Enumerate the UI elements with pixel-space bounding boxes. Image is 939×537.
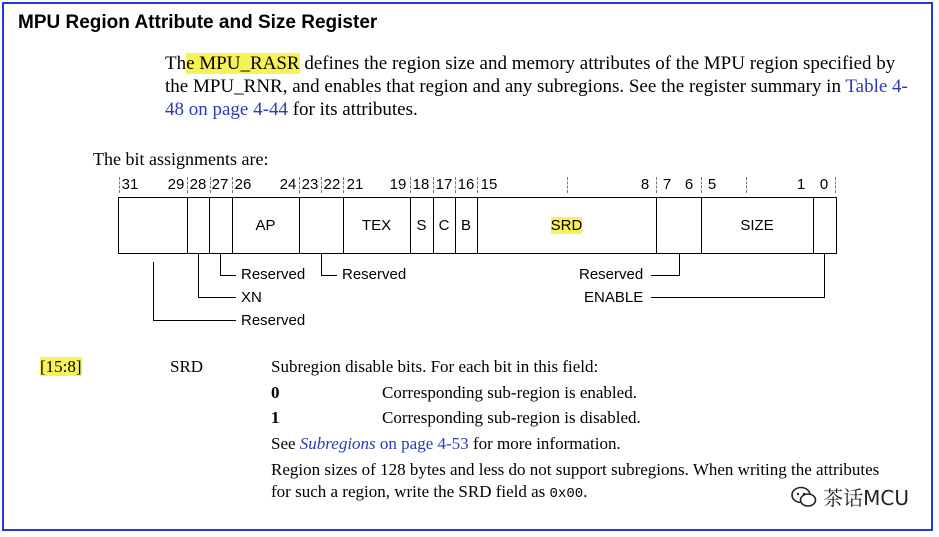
bit-label: 31 xyxy=(121,176,139,193)
callout-line xyxy=(153,262,154,321)
note-text-end: . xyxy=(583,482,588,501)
bit-tick xyxy=(343,177,344,193)
register-summary-link[interactable]: Table 4-48 on page 4-44 xyxy=(165,76,908,120)
desc-value-1-text: Corresponding sub-region is disabled. xyxy=(382,408,641,427)
bit-label: 24 xyxy=(279,176,297,193)
bit-tick xyxy=(321,177,322,193)
desc-value-1: 1 xyxy=(271,408,280,427)
bit-label: 5 xyxy=(707,176,717,193)
desc-bits xyxy=(40,357,82,377)
callout-reserved-22: Reserved xyxy=(342,266,407,283)
callout-line xyxy=(321,254,322,276)
desc-value-0: 0 xyxy=(271,383,280,402)
field-tex: TEX xyxy=(361,217,392,234)
bit-label: 18 xyxy=(412,176,430,193)
callout-line xyxy=(824,254,825,298)
callout-line xyxy=(679,254,680,276)
desc-line1: Subregion disable bits. For each bit in this field: xyxy=(271,357,599,376)
section-title: MPU Region Attribute and Size Register xyxy=(18,12,378,33)
field-s: S xyxy=(416,217,427,234)
bit-label: 27 xyxy=(211,176,229,193)
callout-reserved-31: Reserved xyxy=(241,312,306,329)
callout-line xyxy=(153,320,236,321)
see-text-start: See xyxy=(271,434,300,453)
bit-label: 1 xyxy=(796,176,806,193)
bit-label: 6 xyxy=(684,176,694,193)
subregions-link-italic: Subregions xyxy=(299,434,376,453)
bit-label: 0 xyxy=(819,176,829,193)
field-divider xyxy=(187,198,188,253)
desc-note-line1: Region sizes of 128 bytes and less do not support subregions. When writing the attributes xyxy=(271,460,880,479)
bit-label: 16 xyxy=(457,176,475,193)
bit-label: 19 xyxy=(389,176,407,193)
desc-bits-text: [15:8] xyxy=(40,357,82,376)
field-srd-cell xyxy=(477,198,656,253)
bit-label: 7 xyxy=(662,176,672,193)
field-divider xyxy=(656,198,657,253)
bit-tick xyxy=(299,177,300,193)
callout-line xyxy=(198,297,236,298)
callout-line xyxy=(220,254,221,276)
intro-highlight: e MPU_RASR xyxy=(186,53,300,74)
field-divider xyxy=(813,198,814,253)
desc-field-name: SRD xyxy=(170,357,204,376)
bit-tick xyxy=(232,177,233,193)
intro-paragraph xyxy=(165,52,915,121)
callout-line xyxy=(220,275,236,276)
callout-enable: ENABLE xyxy=(584,289,644,306)
bit-label: 29 xyxy=(167,176,185,193)
desc-value-0-text: Corresponding sub-region is enabled. xyxy=(382,383,637,402)
callout-xn: XN xyxy=(241,289,262,306)
note-text: for such a region, write the SRD field as xyxy=(271,482,550,501)
bit-tick xyxy=(455,177,456,193)
callout-line xyxy=(651,297,825,298)
see-text-end: for more information. xyxy=(468,434,621,453)
bit-label: 21 xyxy=(346,176,364,193)
note-code: 0x00 xyxy=(549,486,584,502)
bit-tick xyxy=(433,177,434,193)
register-diagram xyxy=(118,197,837,254)
desc-see-line xyxy=(271,434,621,454)
desc-note-line2 xyxy=(271,482,587,502)
field-ap: AP xyxy=(255,217,276,234)
bit-tick xyxy=(410,177,411,193)
field-srd: SRD xyxy=(550,217,583,234)
field-c: C xyxy=(438,217,450,234)
bit-tick xyxy=(656,177,657,193)
watermark xyxy=(791,482,909,511)
bit-assignments-intro: The bit assignments are: xyxy=(93,149,269,169)
bit-tick xyxy=(210,177,211,193)
bit-tick xyxy=(477,177,478,193)
bit-label: 28 xyxy=(189,176,207,193)
intro-text-middle: defines the region size and memory attributes of the MPU region specified by the MPU_RNR, and enables that region and any subregions. See the register summary in xyxy=(165,53,896,97)
bit-label: 17 xyxy=(435,176,453,193)
bit-label: 22 xyxy=(323,176,341,193)
callout-line xyxy=(651,275,680,276)
callout-reserved-7: Reserved xyxy=(579,266,644,283)
bit-label: 15 xyxy=(480,176,498,193)
field-b: B xyxy=(460,217,471,234)
bit-tick xyxy=(835,177,836,193)
bit-tick xyxy=(119,177,120,193)
subregions-link[interactable] xyxy=(300,434,469,453)
bit-label: 8 xyxy=(640,176,650,193)
bit-tick xyxy=(567,177,568,193)
intro-text-end: for its attributes. xyxy=(287,99,418,120)
bit-tick xyxy=(187,177,188,193)
watermark-text: 茶话MCU xyxy=(823,486,909,510)
bit-tick xyxy=(701,177,702,193)
field-size: SIZE xyxy=(740,217,774,234)
field-divider xyxy=(299,198,300,253)
field-divider xyxy=(209,198,210,253)
bit-tick xyxy=(746,177,747,193)
bit-label: 26 xyxy=(234,176,252,193)
callout-line xyxy=(321,275,337,276)
callout-line xyxy=(198,254,199,298)
intro-text-start: Th xyxy=(165,53,187,74)
bit-label: 23 xyxy=(301,176,319,193)
callout-reserved-27: Reserved xyxy=(241,266,306,283)
subregions-link-page: on page 4-53 xyxy=(375,434,469,453)
wechat-icon xyxy=(791,486,817,508)
